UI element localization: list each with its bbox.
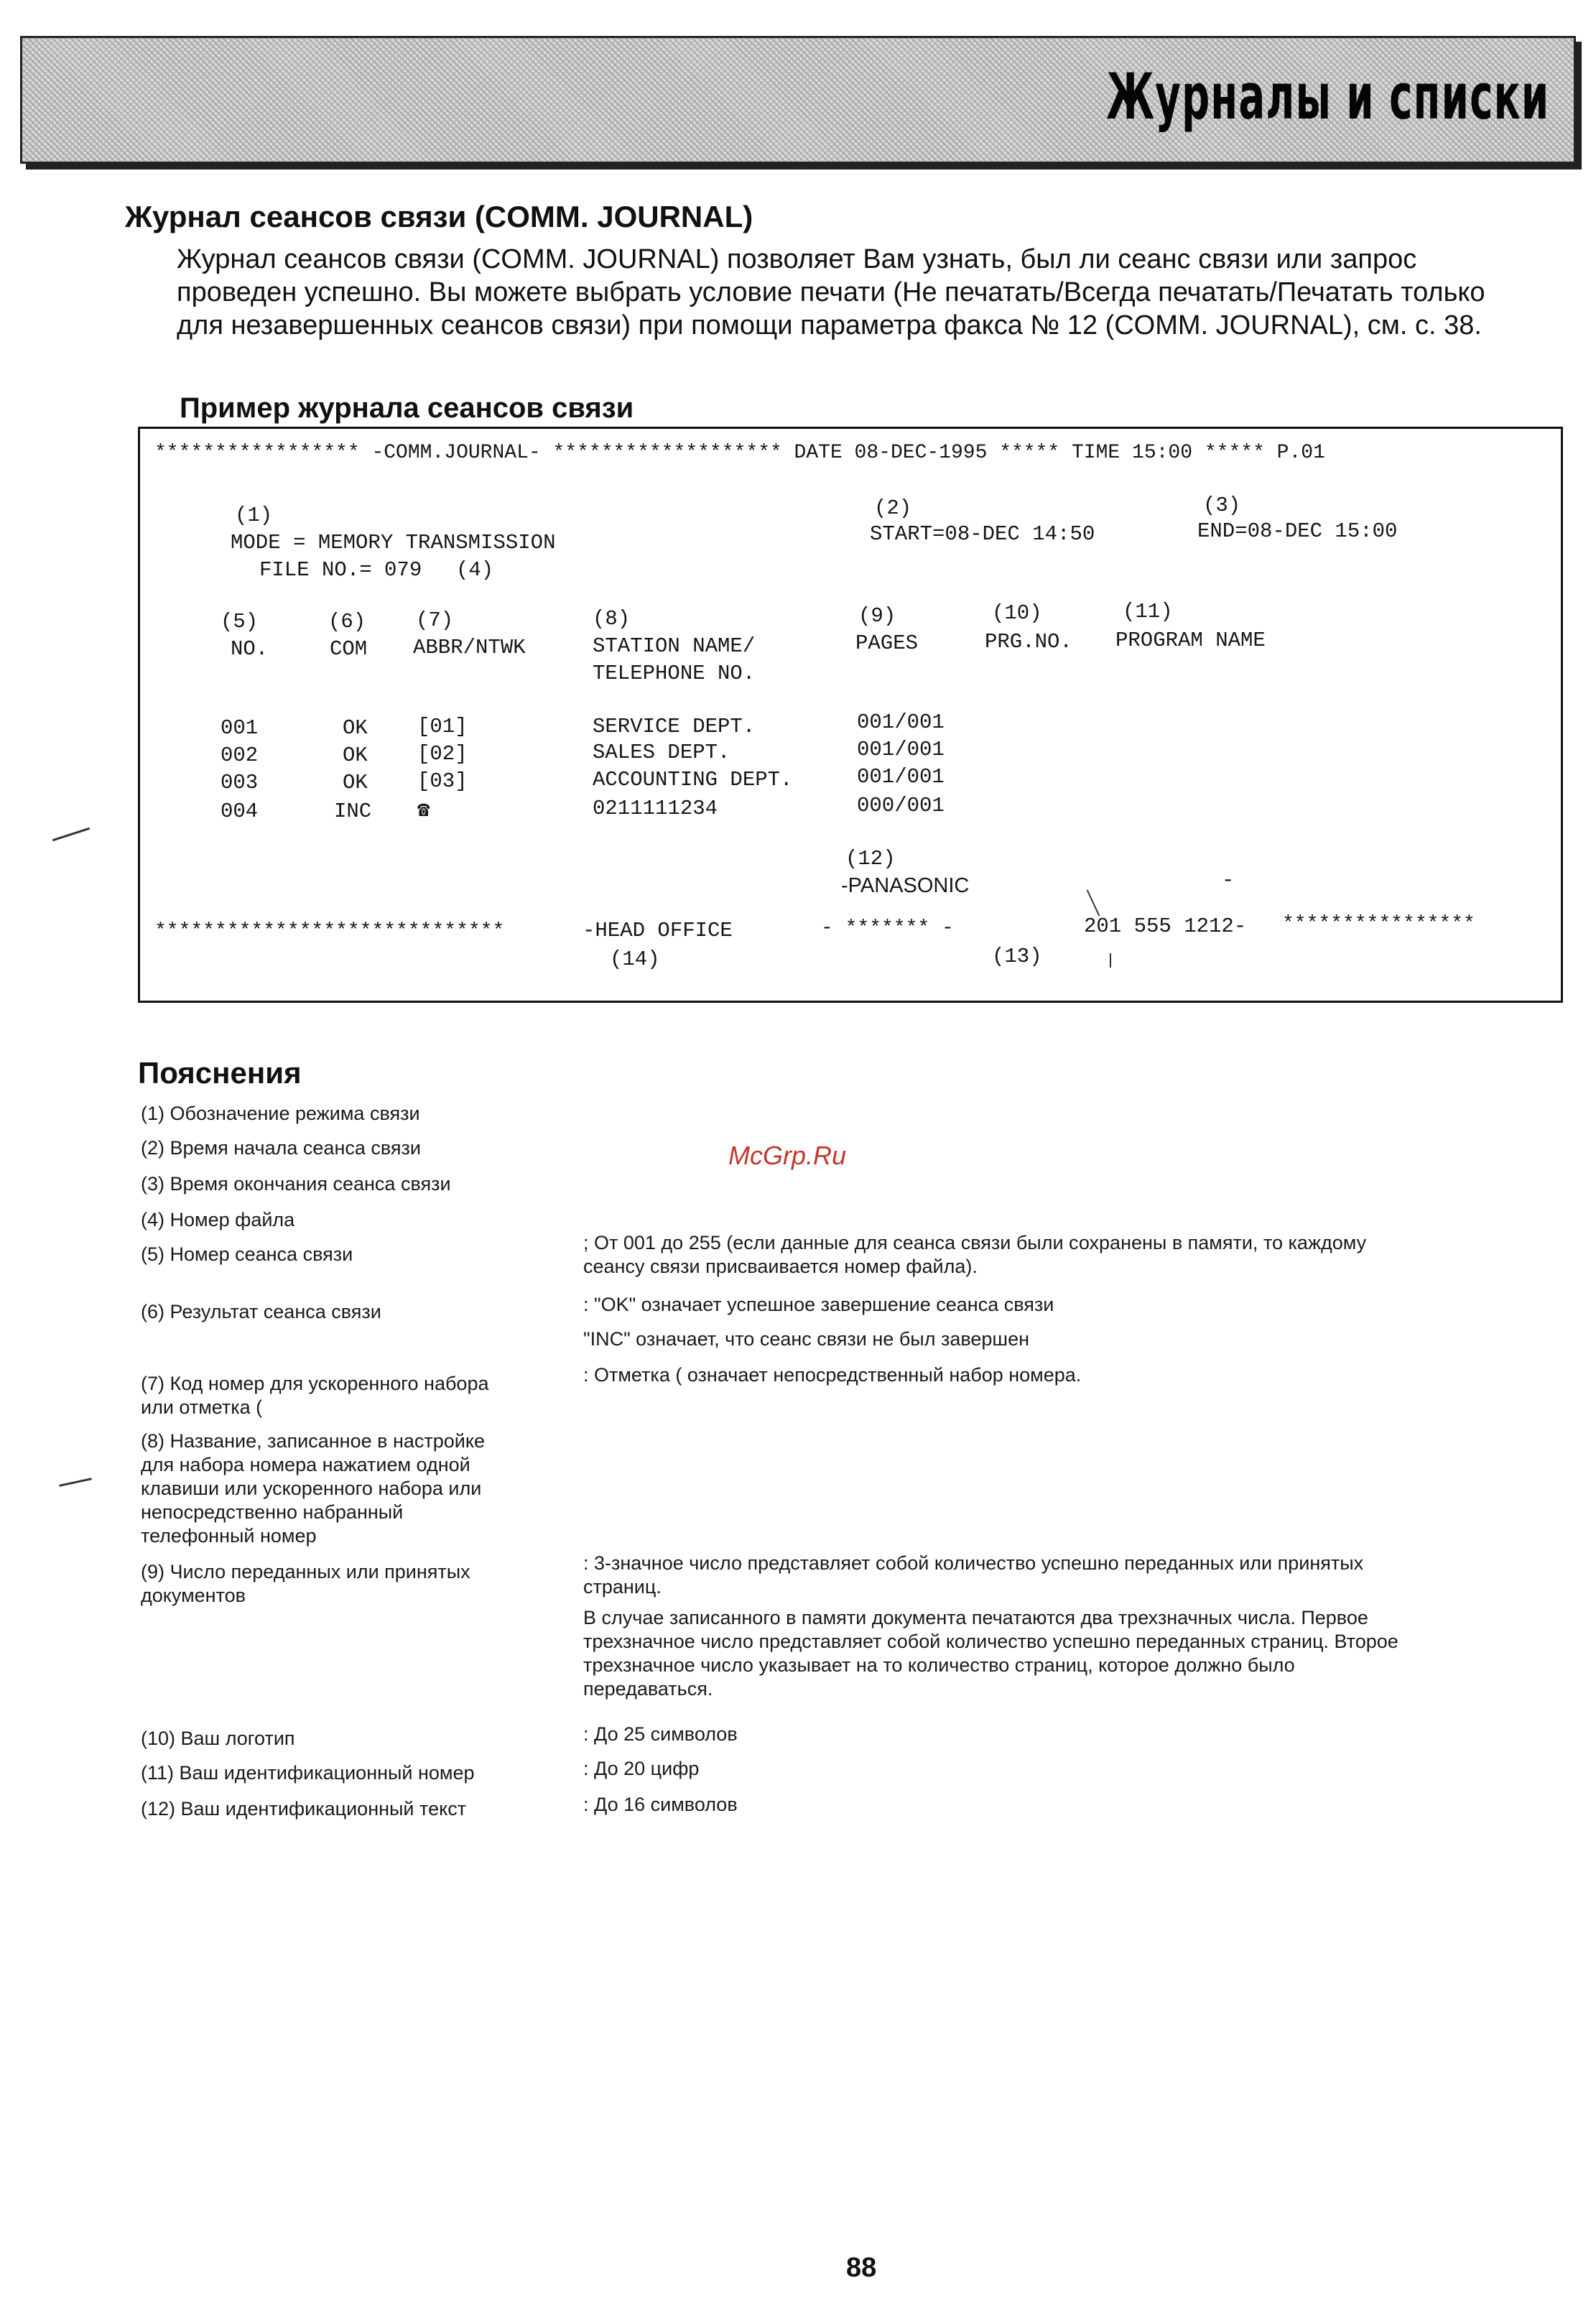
- row-station: ACCOUNTING DEPT.: [593, 768, 793, 792]
- col-marker: (6): [328, 610, 366, 634]
- row-station: 0211111234: [593, 797, 718, 820]
- row-no: 004: [221, 799, 259, 823]
- col-header-telephone: TELEPHONE NO.: [593, 662, 756, 685]
- head-office: -HEAD OFFICE: [583, 919, 733, 942]
- start-time: START=08-DEC 14:50: [870, 522, 1095, 546]
- example-title: Пример журнала сеансов связи: [180, 392, 634, 424]
- marker-2: (2): [874, 496, 912, 520]
- explanation-label: (3) Время окончания сеанса связи: [141, 1173, 451, 1195]
- bottom-mid: - ******* -: [821, 917, 954, 940]
- row-com: OK: [343, 743, 368, 767]
- col-marker: (10): [992, 601, 1042, 625]
- intro-line: Журнал сеансов связи (COMM. JOURNAL) позволяет Вам узнать, был ли сеанс связи или запрос: [177, 244, 1417, 274]
- explanation-desc: : "OK" означает успешное завершение сеанса связи: [583, 1294, 1054, 1315]
- row-pages: 001/001: [857, 738, 945, 761]
- col-header-prg: PRG.NO.: [985, 630, 1072, 654]
- explanation-label: (4) Номер файла: [141, 1209, 295, 1230]
- explanation-desc: : 3-значное число представляет собой количество успешно переданных или принятых страниц.: [583, 1552, 1364, 1598]
- row-pages: 000/001: [857, 794, 945, 817]
- pointer-line: [1110, 953, 1111, 968]
- explanation-label: (8) Название, записанное в настройке для набора номера нажатием одной клавиши или ускоренного набора или непосредственно набранный телефонный номер: [141, 1430, 486, 1547]
- explanation-desc: : До 20 цифр: [583, 1758, 700, 1779]
- row-abbr: [03]: [417, 769, 468, 793]
- col-marker: (8): [593, 607, 631, 631]
- watermark: McGrp.Ru: [728, 1141, 847, 1170]
- file-no: FILE NO.= 079: [259, 558, 422, 582]
- explanation-label: (11) Ваш идентификационный номер: [141, 1762, 475, 1784]
- explanation-desc: : До 16 символов: [583, 1794, 738, 1815]
- col-header-no: NO.: [231, 637, 269, 661]
- scan-mark: [52, 828, 90, 842]
- explanation-label: (2) Время начала сеанса связи: [141, 1137, 421, 1159]
- row-no: 001: [221, 716, 259, 740]
- row-abbr: [02]: [417, 742, 468, 766]
- col-marker: (5): [221, 610, 259, 634]
- bottom-stars-right: ****************: [1282, 913, 1475, 935]
- id-text: -PANASONIC: [841, 874, 970, 897]
- explanation-label: (6) Результат сеанса связи: [141, 1301, 381, 1322]
- marker-3: (3): [1203, 493, 1241, 517]
- row-no: 002: [221, 743, 259, 767]
- bottom-stars-left: *****************************: [154, 920, 505, 942]
- col-header-com: COM: [330, 637, 368, 661]
- explanation-label: (9) Число переданных или принятых документов: [141, 1561, 470, 1606]
- row-com: OK: [343, 716, 368, 740]
- row-com: OK: [343, 771, 368, 794]
- row-no: 003: [221, 771, 259, 794]
- row-abbr: [01]: [417, 715, 468, 738]
- journal-sample: [138, 427, 1563, 1003]
- explanation-desc: ; От 001 до 255 (если данные для сеанса связи были сохранены в памяти, то каждому сеансу связи присваивается номер файла).: [583, 1232, 1367, 1277]
- telephone-icon: ☎: [417, 799, 430, 822]
- explanation-label: (7) Код номер для ускоренного набора или отметка (: [141, 1373, 489, 1418]
- marker-4: (4): [456, 558, 494, 582]
- col-header-abbr: ABBR/NTWK: [413, 636, 526, 659]
- dash-mark: -: [1222, 868, 1235, 892]
- col-header-station: STATION NAME/: [593, 634, 756, 658]
- explanation-desc: В случае записанного в памяти документа печатаются два трехзначных числа. Первое трехзначное число представляет собой количество успешно переданных страниц. Второе трехзначное число указывает на то количество страниц, которое должно было передаваться.: [583, 1607, 1398, 1700]
- col-marker: (9): [858, 604, 896, 628]
- phone-number: 201 555 1212-: [1084, 914, 1247, 938]
- chapter-title: Журналы и списки: [1105, 60, 1549, 134]
- row-com: INC: [334, 799, 372, 823]
- explanation-label: (10) Ваш логотип: [141, 1728, 295, 1749]
- page-number: 88: [846, 2253, 877, 2283]
- explanation-label: (12) Ваш идентификационный текст: [141, 1798, 467, 1820]
- explanation-desc: : Отметка ( означает непосредственный набор номера.: [583, 1364, 1082, 1386]
- marker-12: (12): [845, 847, 896, 871]
- col-header-program: PROGRAM NAME: [1115, 629, 1266, 652]
- intro-paragraph: [177, 243, 1556, 342]
- col-header-pages: PAGES: [855, 631, 919, 655]
- intro-line: проведен успешно. Вы можете выбрать условие печати (Не печатать/Всегда печатать/Печатать только: [177, 277, 1485, 307]
- col-marker: (11): [1123, 600, 1173, 624]
- pointer-line: [1087, 889, 1100, 916]
- journal-top-line: ***************** -COMM.JOURNAL- ******************* DATE 08-DEC-1995 ***** TIME 15:00 ***** P.01: [154, 442, 1325, 464]
- explanation-desc: "INC" означает, что сеанс связи не был завершен: [583, 1328, 1029, 1350]
- header-banner: [20, 36, 1576, 164]
- intro-line: для незавершенных сеансов связи) при помощи параметра факса № 12 (COMM. JOURNAL), см. с. 38.: [177, 310, 1482, 340]
- row-station: SALES DEPT.: [593, 741, 730, 764]
- explanation-label: (1) Обозначение режима связи: [141, 1103, 420, 1124]
- explanation-label: (5) Номер сеанса связи: [141, 1243, 353, 1265]
- col-marker: (7): [416, 608, 454, 632]
- explanations-title: Пояснения: [138, 1056, 302, 1090]
- marker-1: (1): [235, 504, 273, 527]
- row-pages: 001/001: [857, 710, 945, 734]
- scan-mark: [59, 1478, 92, 1486]
- explanation-desc: : До 25 символов: [583, 1723, 738, 1745]
- marker-13: (13): [992, 945, 1042, 968]
- section-title: Журнал сеансов связи (COMM. JOURNAL): [125, 200, 753, 233]
- marker-14: (14): [610, 947, 660, 971]
- end-time: END=08-DEC 15:00: [1197, 519, 1398, 543]
- row-station: SERVICE DEPT.: [593, 715, 756, 738]
- mode-line: MODE = MEMORY TRANSMISSION: [231, 531, 556, 555]
- row-pages: 001/001: [857, 765, 945, 789]
